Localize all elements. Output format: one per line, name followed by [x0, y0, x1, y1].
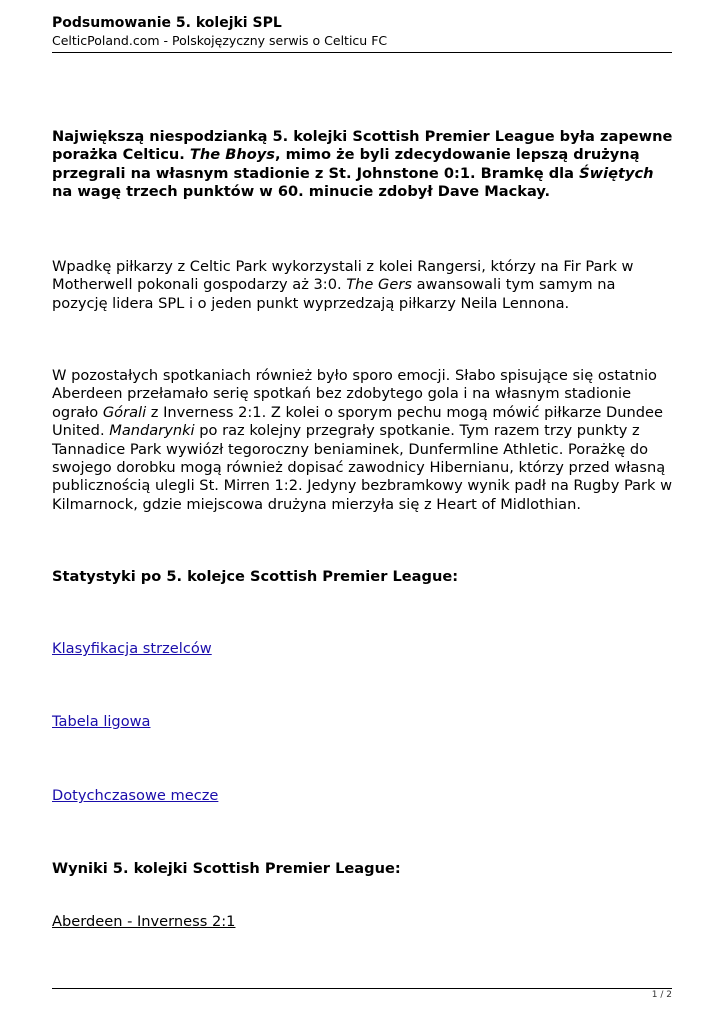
- results-heading: Wyniki 5. kolejki Scottish Premier League:: [52, 860, 401, 877]
- page-number: 1 / 2: [651, 990, 672, 1000]
- text-run: The Gers: [346, 276, 412, 294]
- result-aberdeen-inverness[interactable]: Aberdeen - Inverness 2:1: [52, 913, 236, 930]
- text-run: Mandarynki: [109, 422, 195, 440]
- text-run: z Inverness 2:1. Z kolei o sporym pechu mogą mówić piłkarze Dundee United.: [52, 403, 663, 440]
- header-divider: [52, 52, 672, 53]
- page-header: [52, 14, 672, 49]
- paragraph-rangers: [52, 258, 674, 313]
- stats-heading: Statystyki po 5. kolejce Scottish Premier League:: [52, 568, 459, 585]
- text-run: Świętych: [579, 164, 654, 182]
- scorers-link[interactable]: Klasyfikacja strzelców: [52, 640, 212, 657]
- text-run: , mimo że byli zdecydowanie lepszą drużyną przegrali na własnym stadionie z St. Johnstone 0:1. Bramkę dla: [52, 146, 640, 182]
- text-run: Największą niespodzianką 5. kolejki Scottish Premier League była zapewne porażka Celticu.: [52, 128, 673, 164]
- lead-paragraph: [52, 128, 674, 202]
- document-title: Podsumowanie 5. kolejki SPL: [52, 15, 282, 31]
- text-run: W pozostałych spotkaniach również było sporo emocji. Słabo spisujące się ostatnio Aberdeen przełamało serię spotkań bez zdobytego gola i na własnym stadionie ograło: [52, 367, 657, 421]
- text-run: po raz kolejny przegrały spotkanie. Tym razem trzy punkty z Tannadice Park wywiózł tegoroczny beniaminek, Dunfermline Athletic. Porażkę do swojego dorobku mogą również dopisać zawodnicy Hibernianu, którzy przed własną publicznością ulegli St. Mirren 1:2. Jedyny bezbramkowy wynik padł na Rugby Park w Kilmarnock, gdzie miejscowa drużyna mierzyła się z Heart of Midlothian.: [52, 422, 673, 513]
- footer-divider: [52, 988, 672, 989]
- site-subtitle: CelticPoland.com - Polskojęzyczny serwis o Celticu FC: [52, 33, 388, 48]
- text-run: na wagę trzech punktów w 60. minucie zdobył Dave Mackay.: [52, 183, 551, 201]
- paragraph-other-matches: [52, 367, 674, 514]
- text-run: Wpadkę piłkarzy z Celtic Park wykorzystali z kolei Rangersi, którzy na Fir Park w Motherwell pokonali gospodarzy aż 3:0.: [52, 258, 634, 294]
- text-run: Górali: [102, 403, 147, 421]
- text-run: The Bhoys: [189, 146, 275, 164]
- matches-link[interactable]: Dotychczasowe mecze: [52, 787, 219, 804]
- text-run: awansowali tym samym na pozycję lidera SPL i o jeden punkt wyprzedzają piłkarzy Neila Lennona.: [52, 276, 616, 312]
- league-table-link[interactable]: Tabela ligowa: [52, 713, 151, 730]
